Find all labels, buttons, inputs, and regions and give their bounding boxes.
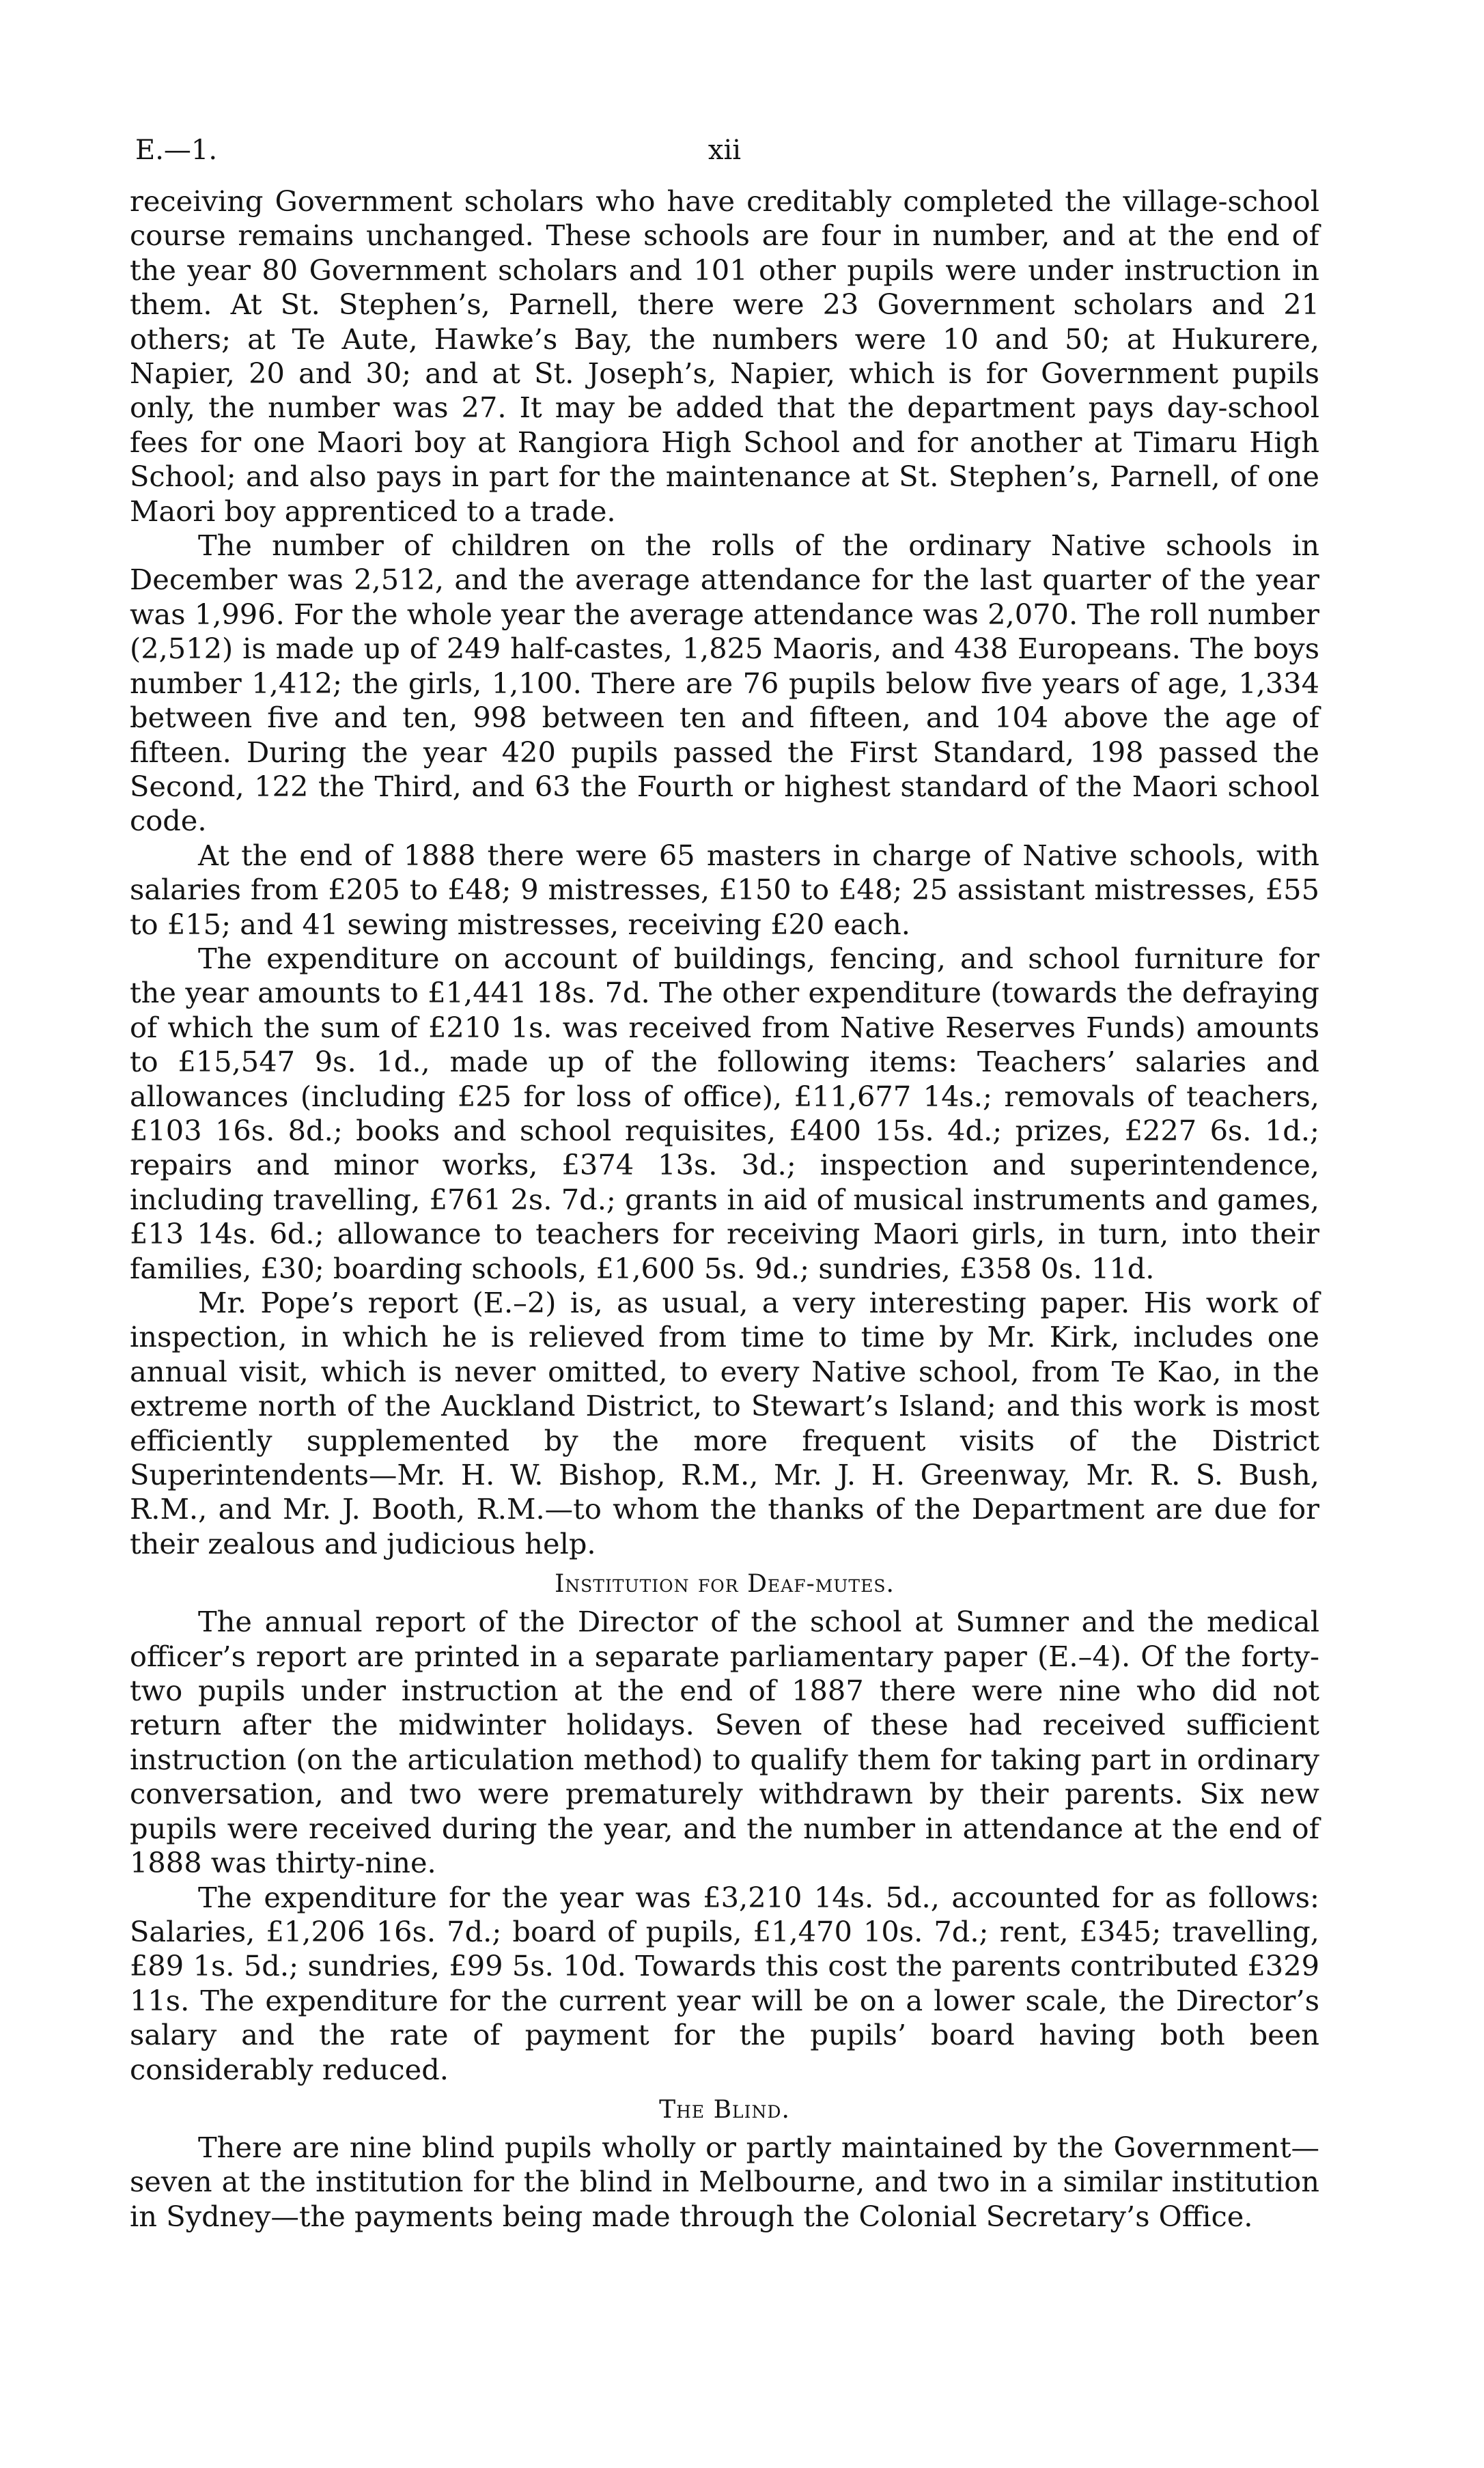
body-paragraph: The expenditure for the year was £3,210 14s. 5d., accounted for as follows: Salaries, £1,206 16s. 7d.; board of pupils, £1,470 10s. 7d.; rent, £345; travelling, £89 1s. 5d.; sundries, £99 5s. 10d. Towards this cost the parents contributed £329 11s. The expenditure for the current year will be on a lower scale, the Director’s salary and the rate of payment for the pupils’ board having both been considerably reduced.	[130, 1880, 1319, 2086]
section-heading-deaf-mutes: Institution for Deaf-mutes.	[555, 1570, 895, 1599]
body-paragraph: At the end of 1888 there were 65 masters in charge of Native schools, with salaries from £205 to £48; 9 mistresses, £150 to £48; 25 assistant mistresses, £55 to £15; and 41 sewing mistresses, receiving £20 each.	[130, 838, 1319, 941]
body-paragraph: There are nine blind pupils wholly or partly maintained by the Government—seven at the institution for the blind in Melbourne, and two in a similar institution in Sydney—the payments being made through the Colonial Secretary’s Office.	[130, 2130, 1319, 2233]
body-paragraph: The expenditure on account of buildings, fencing, and school furniture for the year amounts to £1,441 18s. 7d. The other expenditure (towards the defraying of which the sum of £210 1s. was received from Native Reserves Funds) amounts to £15,547 9s. 1d., made up of the following items: Teachers’ salaries and allowances (including £25 for loss of office), £11,677 14s.; removals of teachers, £103 16s. 8d.; books and school requisites, £400 15s. 4d.; prizes, £227 6s. 1d.; repairs and minor works, £374 13s. 3d.; inspection and superintendence, including travelling, £761 2s. 7d.; grants in aid of musical instruments and games, £13 14s. 6d.; allowance to teachers for receiving Maori girls, in turn, into their families, £30; boarding schools, £1,600 5s. 9d.; sundries, £358 0s. 11d.	[130, 941, 1319, 1285]
body-paragraph: The annual report of the Director of the school at Sumner and the medical officer’s report are printed in a separate parliamentary paper (E.–4). Of the forty-two pupils under instruction at the end of 1887 there were nine who did not return after the midwinter holidays. Seven of these had received sufficient instruction (on the articulation method) to qualify them for taking part in ordinary conversation, and two were prematurely withdrawn by their parents. Six new pupils were received during the year, and the number in attendance at the end of 1888 was thirty-nine.	[130, 1605, 1319, 1880]
body-paragraph: Mr. Pope’s report (E.–2) is, as usual, a very interesting paper. His work of inspection, in which he is relieved from time to time by Mr. Kirk, includes one annual visit, which is never omitted, to every Native school, from Te Kao, in the extreme north of the Auckland District, to Stewart’s Island; and this work is most efficiently supplemented by the more frequent visits of the District Superintendents—Mr. H. W. Bishop, R.M., Mr. J. H. Greenway, Mr. R. S. Bush, R.M., and Mr. J. Booth, R.M.—to whom the thanks of the Department are due for their zealous and judicious help.	[130, 1286, 1319, 1560]
document-reference: E.—1.	[135, 135, 218, 166]
document-page	[130, 137, 1319, 2234]
section-heading-blind: The Blind.	[659, 2095, 790, 2124]
page-number: xii	[708, 135, 742, 166]
body-paragraph: The number of children on the rolls of the ordinary Native schools in December was 2,512, and the average attendance for the last quarter of the year was 1,996. For the whole year the average attendance was 2,070. The roll number (2,512) is made up of 249 half-castes, 1,825 Maoris, and 438 Europeans. The boys number 1,412; the girls, 1,100. There are 76 pupils below five years of age, 1,334 between five and ten, 998 between ten and fifteen, and 104 above the age of fifteen. During the year 420 pupils passed the First Standard, 198 passed the Second, 122 the Third, and 63 the Fourth or highest standard of the Maori school code.	[130, 529, 1319, 838]
body-paragraph: receiving Government scholars who have creditably completed the village-school course remains unchanged. These schools are four in number, and at the end of the year 80 Government scholars and 101 other pupils were under instruction in them. At St. Stephen’s, Parnell, there were 23 Government scholars and 21 others; at Te Aute, Hawke’s Bay, the numbers were 10 and 50; at Hukurere, Napier, 20 and 30; and at St. Joseph’s, Napier, which is for Government pupils only, the number was 27. It may be added that the department pays day-school fees for one Maori boy at Rangiora High School and for another at Timaru High School; and also pays in part for the maintenance at St. Stephen’s, Parnell, of one Maori boy apprenticed to a trade.	[130, 184, 1319, 528]
page-header	[130, 137, 1319, 184]
